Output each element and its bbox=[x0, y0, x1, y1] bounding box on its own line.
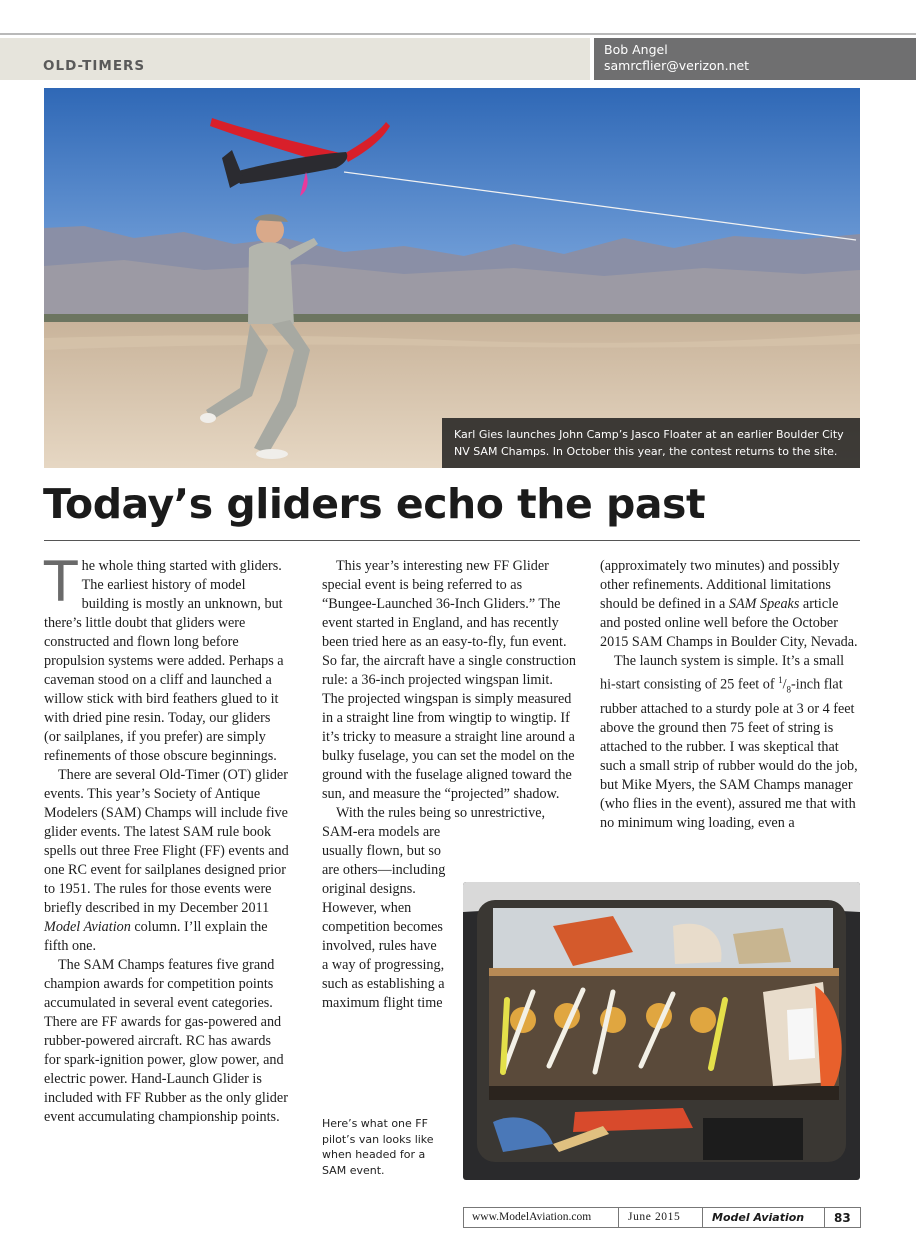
hero-photo bbox=[44, 88, 860, 468]
glider-launch-illustration bbox=[44, 88, 860, 468]
van-cargo-illustration bbox=[463, 882, 860, 1180]
article-column-3 bbox=[600, 557, 862, 833]
footer-magazine: Model Aviation bbox=[712, 1211, 805, 1224]
author-box bbox=[594, 38, 916, 80]
page-footer bbox=[463, 1207, 861, 1228]
paragraph: This year’s interesting new FF Glider special event is being referred to as “Bungee-Launched 36-Inch Gliders.” The event started in England, and has recently been tried here as an easy-to-fly, fun event. So far, the aircraft have a single construction rule: a 36-inch projected wingspan limit. The projected wingspan is simply measured in a straight line from wingtip to wingtip. If it’s tricky to measure a straight line around a bulky fuselage, you can set the model on the ground with the fuselage aligned toward the sun, and measure the “projected” shadow. bbox=[322, 558, 576, 802]
paragraph-wide-line: With the rules being so unrestrictive, bbox=[336, 805, 546, 821]
footer-divider bbox=[824, 1208, 825, 1227]
footer-divider bbox=[618, 1208, 619, 1227]
van-caption: Here’s what one FF pilot’s van looks like when headed for a SAM event. bbox=[322, 1117, 434, 1177]
article-column-1 bbox=[44, 550, 290, 1127]
hero-caption-line1: Karl Gies launches John Camp’s Jasco Floater at an earlier Boulder City bbox=[454, 428, 844, 441]
paragraph: The whole thing started with gliders. The earliest history of model building is mostly an unknown, but there’s little doubt that gliders were constructed and flown long before propulsion systems were added. Perhaps a caveman stood on a cliff and launched a willow stick with bird feathers glued to it with dried pine resin. Today, our gliders (or sailplanes, if you prefer) are simply refinements of those obscure beginnings. bbox=[44, 550, 284, 764]
hero-caption bbox=[442, 418, 860, 468]
top-rule bbox=[0, 33, 916, 35]
paragraph: The SAM Champs features five grand champion awards for competition points accumulated in several event categories. There are FF awards for gas-powered and rubber-powered aircraft. RC has awards for spark-ignition power, glow power, and electric power. Hand-Launch Glider is included with FF Rubber as the only glider event accumulating championship points. bbox=[44, 957, 288, 1125]
page-number: 83 bbox=[834, 1211, 851, 1225]
van-photo bbox=[463, 882, 860, 1180]
article-headline: Today’s gliders echo the past bbox=[43, 480, 706, 528]
author-name: Bob Angel bbox=[604, 42, 668, 57]
headline-rule bbox=[44, 540, 860, 541]
footer-url[interactable]: www.ModelAviation.com bbox=[472, 1211, 592, 1223]
paragraph: The launch system is simple. It’s a small hi-start consisting of 25 feet of $^1/_8$-inch flat rubber attached to a sturdy pole at 3 or 4 feet above the ground then 75 feet of string is attached to the rubber. I was skeptical that such a small strip of rubber would do the job, but Mike Myers, the SAM Champs manager (who flies in the event), assured me that with no minimum wing loading, even a bbox=[600, 653, 858, 831]
hero-caption-line2: NV SAM Champs. In October this year, the contest returns to the site. bbox=[454, 445, 838, 458]
section-label: OLD-TIMERS bbox=[43, 58, 146, 74]
paragraph: There are several Old-Timer (OT) glider events. This year’s Society of Antique Modelers (SAM) Champs will include five glider events. The latest SAM rule book spells out three Free Flight (FF) events and one RC event for sailplanes designed prior to 1951. The rules for those events were briefly described in my December 2011 Model Aviation column. I’ll explain the fifth one. bbox=[44, 767, 289, 954]
paragraph-narrow: SAM-era models are usually flown, but so are others—including original designs. However, when competition becomes involved, rules have a way of progressing, such as establishing a maximum flight time bbox=[322, 824, 446, 1011]
footer-date: June 2015 bbox=[628, 1211, 681, 1223]
drop-cap: T bbox=[44, 550, 78, 614]
footer-divider bbox=[702, 1208, 703, 1227]
author-email[interactable]: samrcflier@verizon.net bbox=[604, 58, 750, 73]
paragraph: (approximately two minutes) and possibly other refinements. Additional limitations should be defined in a SAM Speaks article and posted online well before the October 2015 SAM Champs in Boulder City, Nevada. bbox=[600, 558, 858, 650]
